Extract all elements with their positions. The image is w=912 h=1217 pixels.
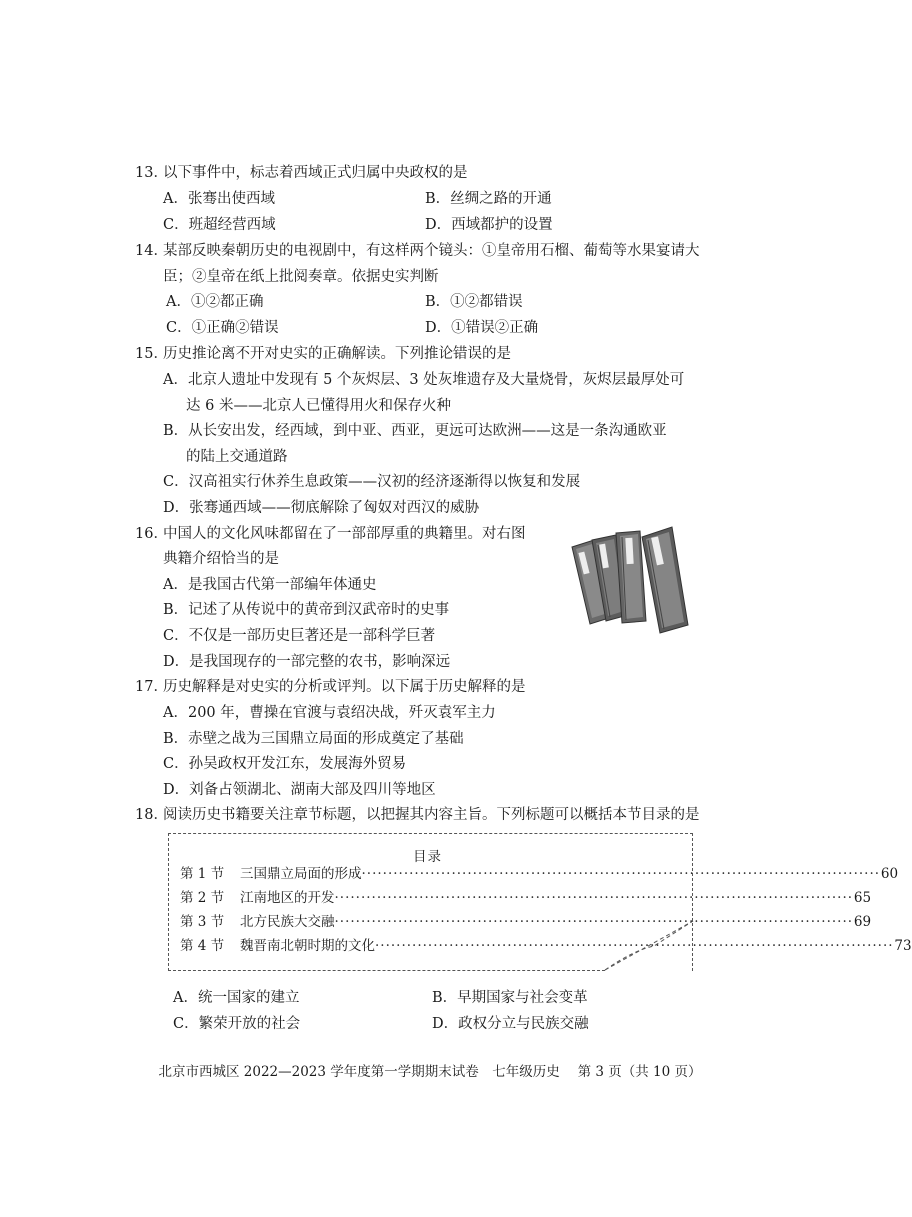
question-16-number: 16． [135,526,168,542]
question-14-option-a: A．①②都正确 [166,294,264,310]
question-17-stem: 历史解释是对史实的分析或评判。以下属于历史解释的是 [163,679,526,695]
question-18-stem: 阅读历史书籍要关注章节标题，以把握其内容主旨。下列标题可以概括本节目录的是 [163,807,700,823]
question-18-number: 18． [135,807,168,823]
question-13-option-a: A．张骞出使西域 [163,191,275,207]
question-18-option-c: C．繁荣开放的社会 [173,1016,301,1032]
toc-section-number: 第 1 节 [180,866,225,882]
toc-section-title: 三国鼎立局面的形成 [240,866,362,882]
question-14-stem-line1: 某部反映秦朝历史的电视剧中，有这样两个镜头：①皇帝用石榴、葡萄等水果宴请大 [163,243,700,259]
question-16-stem-line1: 中国人的文化风味都留在了一部部厚重的典籍里。对右图 [163,526,526,542]
question-13-option-b: B．丝绸之路的开通 [425,191,552,207]
question-15-option-d: D．张骞通西域——彻底解除了匈奴对西汉的威胁 [163,500,480,516]
toc-page-number: 60 [880,866,899,882]
question-15-option-b-line1: B．从长安出发，经西域，到中亚、西亚，更远可达欧洲——这是一条沟通欧亚 [163,423,667,439]
toc-section-number: 第 4 节 [180,938,225,954]
question-14-stem-line2: 臣；②皇帝在纸上批阅奏章。依据史实判断 [163,269,439,285]
question-13-option-d: D．西域都护的设置 [425,217,553,233]
toc-row-2 [180,888,872,908]
question-15-number: 15． [135,346,168,362]
question-15-stem: 历史推论离不开对史实的正确解读。下列推论错误的是 [163,346,511,362]
toc-section-number: 第 3 节 [180,914,225,930]
toc-page-number: 65 [853,890,872,906]
question-16-option-b: B．记述了从传说中的黄帝到汉武帝时的史事 [163,602,450,618]
toc-leader-dots: ·································································································· [361,866,881,882]
question-17-number: 17． [135,679,168,695]
question-18-option-d: D．政权分立与民族交融 [432,1016,589,1032]
toc-title: 目录 [413,849,442,865]
question-17-option-c: C．孙吴政权开发江东，发展海外贸易 [163,756,407,772]
question-18-option-b: B．早期国家与社会变革 [432,990,588,1006]
question-15-option-b-line2: 的陆上交通道路 [186,449,288,465]
toc-section-title: 江南地区的开发 [240,890,335,906]
book-4 [642,527,688,633]
question-14-option-c: C．①正确②错误 [166,320,279,336]
question-14-option-b: B．①②都错误 [425,294,523,310]
question-17-option-d: D．刘备占领湖北、湖南大部及四川等地区 [163,782,436,798]
question-16-stem-line2: 典籍介绍恰当的是 [163,551,279,567]
question-16-option-a: A．是我国古代第一部编年体通史 [163,577,377,593]
toc-row-3 [180,912,872,932]
toc-leader-dots: ·································································································· [334,890,854,906]
question-13-stem: 以下事件中，标志着西域正式归属中央政权的是 [163,165,468,181]
question-17-option-b: B．赤壁之战为三国鼎立局面的形成奠定了基础 [163,731,464,747]
question-14-option-d: D．①错误②正确 [425,320,539,336]
toc-row-1 [180,864,899,884]
question-17-option-a: A．200 年，曹操在官渡与袁绍决战，歼灭袁军主力 [163,705,496,721]
toc-page-number: 69 [853,914,872,930]
toc-leader-dots: ·································································································· [375,938,894,954]
question-16-option-c: C．不仅是一部历史巨著还是一部科学巨著 [163,628,436,644]
question-13-option-c: C．班超经营西域 [163,217,276,233]
question-15-option-a-line1: A．北京人遗址中发现有 5 个灰烬层、3 处灰堆遗存及大量烧骨，灰烬层最厚处可 [163,372,685,388]
toc-box-bottom-border [168,970,605,971]
question-13-number: 13． [135,165,168,181]
toc-section-title: 魏晋南北朝时期的文化 [240,938,375,954]
question-16-option-d: D．是我国现存的一部完整的农书，影响深远 [163,654,451,670]
ancient-books-image [568,525,693,640]
page-footer: 北京市西城区 2022—2023 学年度第一学期期末试卷 七年级历史 第 3 页（共 10 页） [158,1064,702,1080]
question-15-option-a-line2: 达 6 米——北京人已懂得用火和保存火种 [186,398,451,414]
toc-row-4 [180,936,912,956]
toc-page-number: 73 [894,938,912,954]
question-14-number: 14． [135,243,168,259]
toc-section-number: 第 2 节 [180,890,225,906]
toc-leader-dots: ·································································································· [334,914,854,930]
toc-section-title: 北方民族大交融 [240,914,335,930]
question-18-option-a: A．统一国家的建立 [173,990,300,1006]
question-15-option-c: C．汉高祖实行休养生息政策——汉初的经济逐渐得以恢复和发展 [163,474,581,490]
